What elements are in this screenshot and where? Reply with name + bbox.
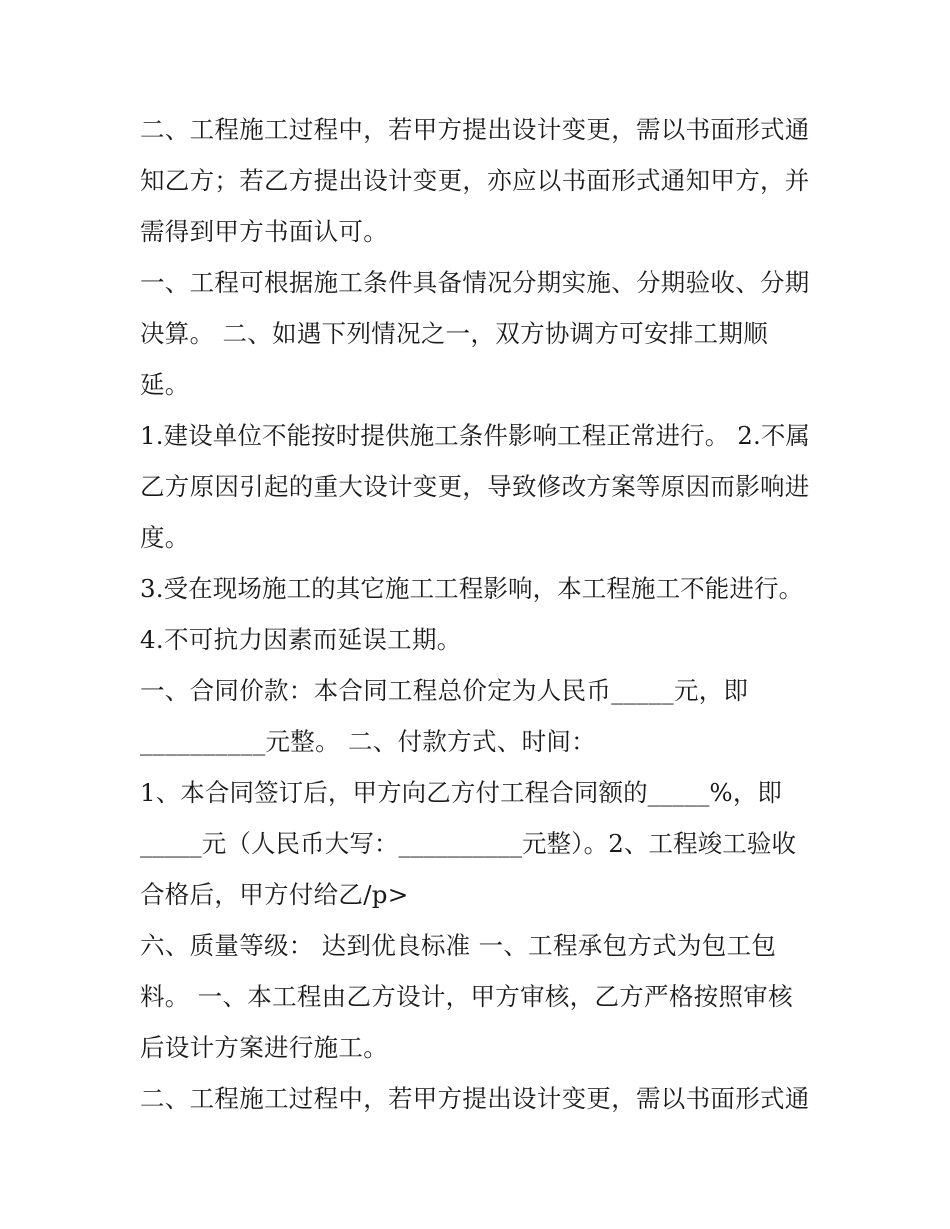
text-line: 二、工程施工过程中，若甲方提出设计变更，需以书面形式通 [140,1084,810,1113]
text-line: 知乙方；若乙方提出设计变更，亦应以书面形式通知甲方，并 [140,166,810,195]
text-line: 二、工程施工过程中，若甲方提出设计变更，需以书面形式通 [140,115,810,144]
text-line: 合格后，甲方付给乙/p> [140,880,409,909]
text-line: 1.建设单位不能按时提供施工条件影响工程正常进行。 2.不属 [140,421,811,450]
text-line: 4.不可抗力因素而延误工期。 [140,625,462,654]
text-line: 决算。 二、如遇下列情况之一，双方协调方可安排工期顺 [140,319,769,348]
text-line: 需得到甲方书面认可。 [140,217,388,246]
text-line: 后设计方案进行施工。 [140,1033,388,1062]
text-line: 一、工程可根据施工条件具备情况分期实施、分期验收、分期 [140,268,810,297]
text-line: 度。 [140,523,190,552]
text-line: 乙方原因引起的重大设计变更，导致修改方案等原因而影响进 [140,472,810,501]
text-line: 延。 [140,370,190,399]
text-line: 1、本合同签订后，甲方向乙方付工程合同额的_____%，即 [140,778,783,807]
text-line: _____元（人民币大写：__________元整）。2、工程竣工验收 [140,829,797,858]
text-line: 一、合同价款：本合同工程总价定为人民币_____元，即 [140,676,749,705]
text-line: 料。 一、本工程由乙方设计，甲方审核，乙方严格按照审核 [140,982,793,1011]
document-page [140,104,830,1124]
text-line: __________元整。 二、付款方式、时间： [140,727,596,756]
text-line: 六、质量等级： 达到优良标准 一、工程承包方式为包工包 [140,931,777,960]
text-line: 3.受在现场施工的其它施工工程影响，本工程施工不能进行。 [140,574,804,603]
